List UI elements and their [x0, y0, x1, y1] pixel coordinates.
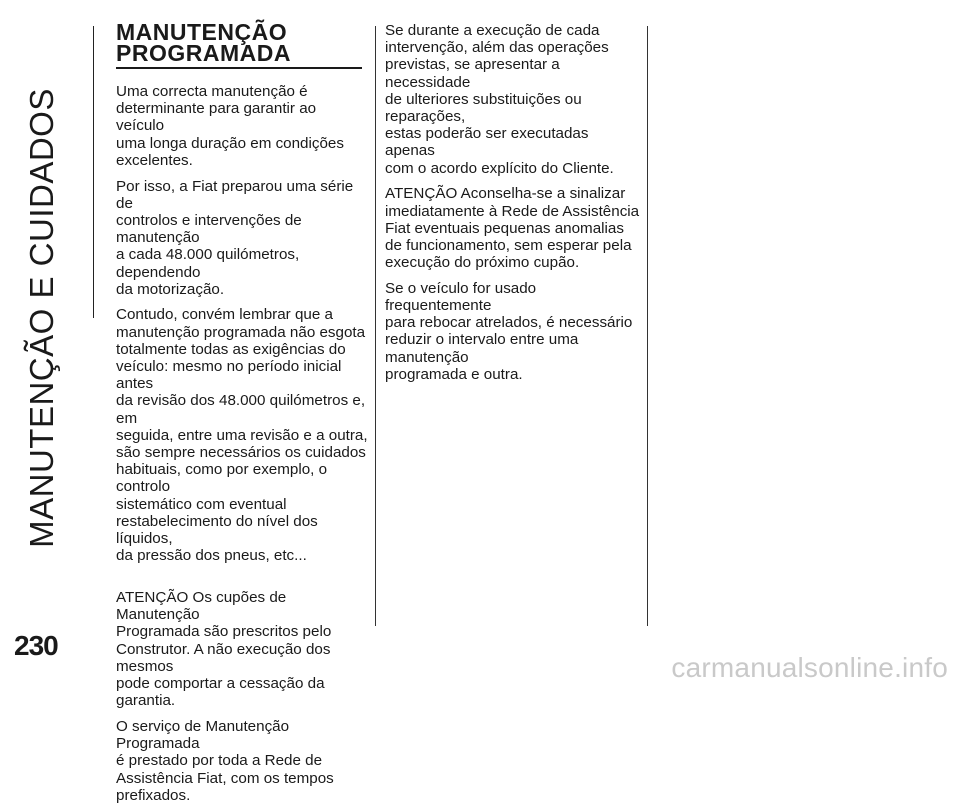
paragraph: O serviço de Manutenção Programada é prestado por toda a Rede de Assistência Fiat, com os tempos prefixados.	[116, 717, 334, 804]
paragraph: Se o veículo for usado frequentemente para rebocar atrelados, é necessário reduzir o intervalo entre uma manutenção programada e outra.	[385, 279, 633, 383]
section-side-title-text: MANUTENÇÃO E CUIDADOS	[23, 88, 60, 548]
warning-paragraph: ATENÇÃO Aconselha-se a sinalizar imediatamente à Rede de Assistência Fiat eventuais pequenas anomalias de funcionamento, sem esperar pela execução do próximo cupão.	[385, 185, 640, 272]
paragraph: Uma correcta manutenção é determinante para garantir ao veículo uma longa duração em condições excelentes.	[116, 83, 344, 169]
paragraph: Se durante a execução de cada intervenção, além das operações previstas, se apresentar a necessidade de ulteriores substituições ou reparações, estas poderão ser executadas apenas com o acordo explícito do Cliente.	[385, 22, 614, 177]
watermark: carmanualsonline.info	[671, 652, 948, 683]
column-divider-right	[647, 26, 648, 626]
column-divider-left	[375, 26, 376, 626]
paragraph-spacer	[116, 573, 368, 589]
page-number: 230	[14, 630, 58, 661]
page-heading: MANUTENÇÃO PROGRAMADA	[116, 22, 362, 69]
text-column-2	[385, 22, 641, 392]
side-title-rule	[93, 26, 94, 318]
paragraph: Contudo, convém lembrar que a manutenção programada não esgota totalmente todas as exigências do veículo: mesmo no período inicial antes da revisão dos 48.000 quilómetros e, em seguida, entre uma revisão e a outra, são sempre necessários os cuidados habituais, como por exemplo, o controlo sistemático com eventual restabelecimento do nível dos líquidos, da pressão dos pneus, etc...	[116, 306, 368, 565]
text-column-1	[116, 19, 368, 812]
warning-paragraph: ATENÇÃO Os cupões de Manutenção Programada são prescritos pelo Construtor. A não execução dos mesmos pode comportar a cessação da garantia.	[116, 588, 332, 710]
paragraph: Por isso, a Fiat preparou uma série de controlos e intervenções de manutenção a cada 48.000 quilómetros, dependendo da motorização.	[116, 177, 354, 298]
